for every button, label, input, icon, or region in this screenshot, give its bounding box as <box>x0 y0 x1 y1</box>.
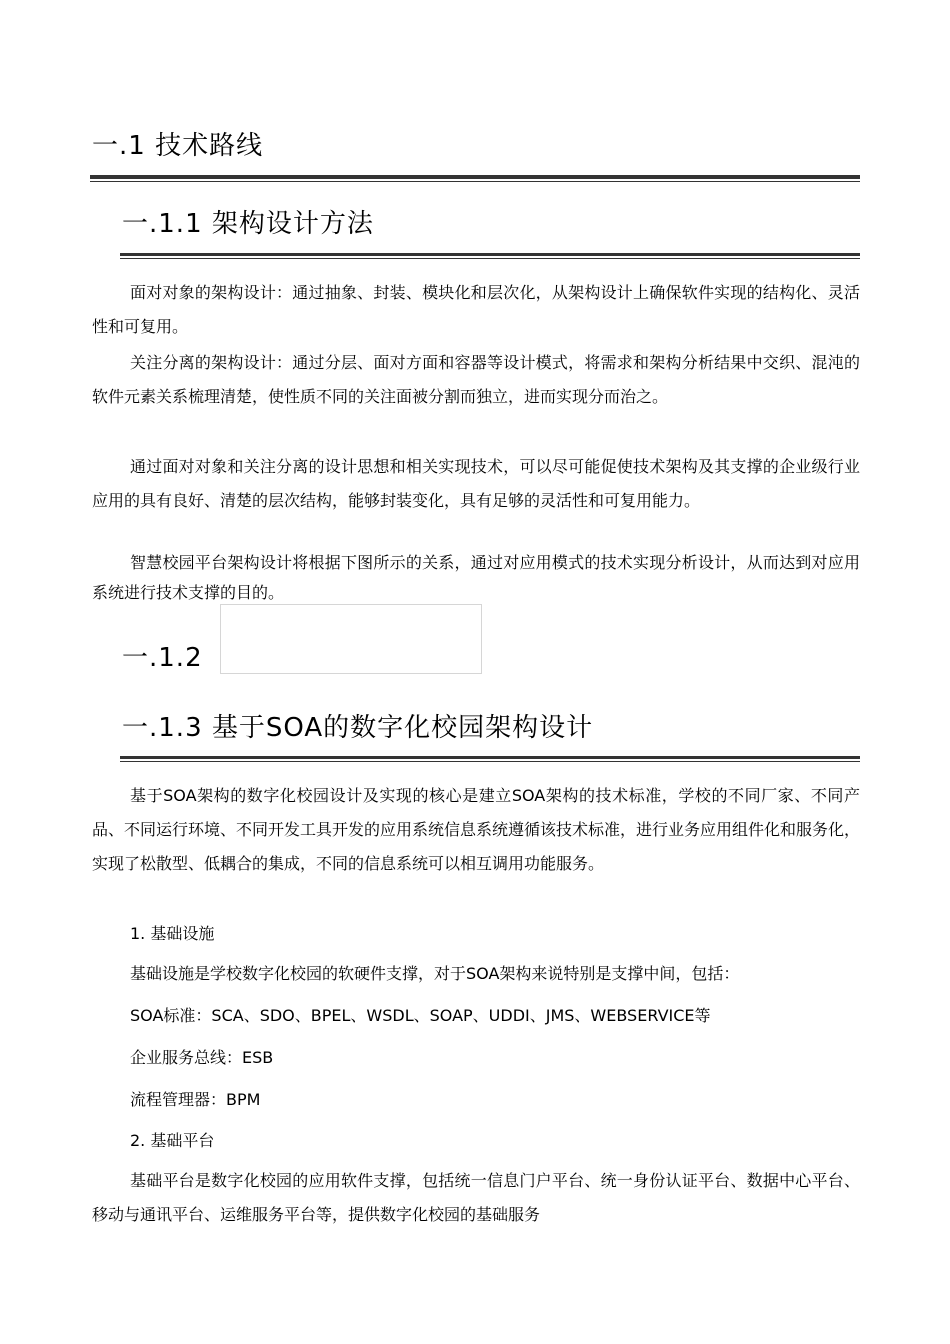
paragraph-soa-intro: 基于SOA架构的数字化校园设计及实现的核心是建立SOA架构的技术标准，学校的不同厂家、不同产品、不同运行环境、不同开发工具开发的应用系统信息系统遵循该技术标准，进行业务应用组件化和服务化，实现了松散型、低耦合的集成，不同的信息系统可以相互调用功能服务。 <box>92 786 861 873</box>
paragraph-platform-description: 基础平台是数字化校园的应用软件支撑，包括统一信息门户平台、统一身份认证平台、数据中心平台、移动与通讯平台、运维服务平台等，提供数字化校园的基础服务 <box>92 1171 860 1224</box>
infrastructure-description: 基础设施是学校数字化校园的软硬件支撑，对于SOA架构来说特别是支撑中间，包括： <box>130 964 740 983</box>
section-heading: 一.1 技术路线 <box>92 131 264 161</box>
heading-rule <box>90 175 860 182</box>
heading-rule <box>120 253 860 259</box>
paragraph-separation-of-concerns: 关注分离的架构设计：通过分层、面对方面和容器等设计模式，将需求和架构分析结果中交织、混沌的软件元素关系梳理清楚，使性质不同的关注面被分割而独立，进而实现分而治之。 <box>92 353 860 406</box>
figure-placeholder <box>220 604 482 674</box>
bpm-line: 流程管理器：BPM <box>130 1090 261 1109</box>
paragraph-object-oriented: 面对对象的架构设计：通过抽象、封装、模块化和层次化，从架构设计上确保软件实现的结构化、灵活性和可复用。 <box>92 283 860 336</box>
soa-standards-line: SOA标准：SCA、SDO、BPEL、WSDL、SOAP、UDDI、JMS、WEBSERVICE等 <box>130 1006 711 1025</box>
paragraph-smart-campus: 智慧校园平台架构设计将根据下图所示的关系，通过对应用模式的技术实现分析设计，从而达到对应用系统进行技术支撑的目的。 <box>92 553 860 602</box>
list-item-title-platform: 2. 基础平台 <box>130 1131 215 1150</box>
subsection-heading-1-1-2: 一.1.2 <box>122 643 203 673</box>
heading-rule <box>120 756 860 762</box>
subsection-heading-soa-architecture: 一.1.3 基于SOA的数字化校园架构设计 <box>122 713 594 743</box>
subsection-heading-architecture-method: 一.1.1 架构设计方法 <box>122 209 374 239</box>
paragraph-design-benefits: 通过面对对象和关注分离的设计思想和相关实现技术，可以尽可能促使技术架构及其支撑的企业级行业应用的具有良好、清楚的层次结构，能够封装变化，具有足够的灵活性和可复用能力。 <box>92 457 860 510</box>
list-item-title-infrastructure: 1. 基础设施 <box>130 924 215 943</box>
esb-line: 企业服务总线：ESB <box>130 1048 274 1067</box>
